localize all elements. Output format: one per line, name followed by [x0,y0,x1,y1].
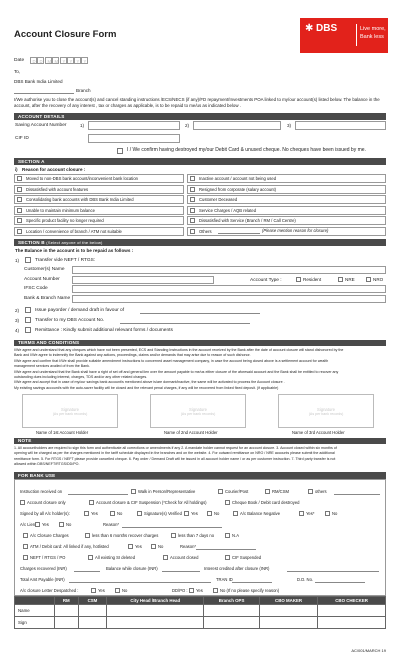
bank-use-checkbox[interactable] [137,511,142,516]
reason-checkbox[interactable] [190,208,195,213]
grid-cell[interactable] [107,617,204,629]
repay-option-label: Issue payorder / demand draft in favour of [35,308,125,313]
neft-rtgs-checkbox[interactable] [25,257,31,263]
terms-line: I/We agree and confirm that I/We shall provide suitable amendment instructions to concerned asset management company, in case the account being closed above is a settlement account for wealth [14,358,329,363]
branch-label: Branch [76,88,91,93]
date-box-y1[interactable]: Y [60,57,67,64]
bank-use-label: No (If no please specify reason) [220,588,280,593]
grid-cell[interactable] [107,605,204,617]
grid-header [15,597,55,605]
reason-text: Others [199,228,212,234]
bank-use-checkbox[interactable] [110,511,115,516]
bank-use-checkbox[interactable] [225,533,230,538]
date-box-d1[interactable]: D [30,57,37,64]
terms-line: I/We agree and understand that the Bank shall have a right of set off and general lien over the amount payable to me/us either closure of the aforesaid account and the Bank shall be entitled to recover any [14,369,339,374]
grid-cell[interactable] [55,617,79,629]
reason-text: Location / convenience of branch / ATM not suitable [26,228,122,234]
date-box-y4[interactable]: Y [81,57,88,64]
bank-use-checkbox[interactable] [89,500,94,505]
grid-cell[interactable] [204,617,260,629]
bank-use-label: Yes [196,588,203,593]
bank-use-label: A/c Lien [20,522,36,527]
bank-use-label: less than 7 days no [178,533,215,538]
note-line: allowed within DBS/NEFT/RTGS/DD/PO. [14,462,80,467]
bank-use-label: All existing SI deleted [95,555,136,560]
neft-field-input[interactable] [72,276,214,284]
tagline-1: Live more, [360,26,386,32]
opt1-number: 1) [15,258,20,263]
neft-field-input[interactable] [72,285,386,293]
bank-use-label: A/c Balance Negative [240,511,281,516]
account-holder-name: Name of 3rd Account Holder [292,430,345,435]
bank-use-label: No [158,544,164,549]
bank-use-label: N.A [232,533,239,538]
bank-use-checkbox[interactable] [163,555,168,560]
reason-checkbox[interactable] [17,218,22,223]
page-title: Account Closure Form [14,29,117,40]
repay-option-checkbox[interactable] [25,317,31,323]
reason-checkbox[interactable] [17,187,22,192]
grid-cell[interactable] [204,605,260,617]
note-line: 1. All accountholders are required to sign this form and authenticate all corrections or amendments if any 2. A mandate holder cannot request for an account closure. 3. Account closed within six months of [14,446,337,450]
confirm-text: I / We confirm having destroyed my/our Debit Card & unused cheque. No cheques have been issued by me. [127,147,366,153]
grid-cell[interactable] [259,605,317,617]
intro-text: I/We authorise you to close the account(s) and cancel standing instructions /ECS/NECS (if any)/FD repayment/Investments POA linked to my/our account(s) listed below. The balance in the account, after the recovery of any interest , tax or charges as applicable, is to be repaid to me/us as indicated below . [14,97,380,109]
bank-use-checkbox[interactable] [128,544,133,549]
reason-number: i) [15,167,18,172]
account-type-label: Account Type : [250,278,282,283]
bank-use-label: Yes* [306,511,315,516]
cif-id-field[interactable] [88,134,180,143]
bank-use-label: Interest credited after closure (INR) [204,566,270,571]
signature-placeholder: Signature [317,407,335,412]
grid-row-label: Name [15,605,55,617]
bank-use-checkbox[interactable] [35,522,40,527]
bank-use-checkbox[interactable] [131,489,136,494]
account-holder-name: Name of 1st Account Holder [36,430,89,435]
signature-box[interactable] [150,394,246,428]
bank-use-checkbox[interactable] [325,511,330,516]
bank-use-label: Yes [91,511,98,516]
bank-use-label: Walk in Person/Representative [138,489,196,494]
bank-use-label: less than 6 months recover charges [92,533,159,538]
bank-use-label: others [315,489,327,494]
account-details-bar: ACCOUNT DETAILS [14,113,386,120]
account-3-label: 3) [287,123,292,128]
brand-logo [300,18,388,53]
reason-text: Resigned from corporate (salary account) [199,186,277,192]
option-number: 4) [15,328,20,333]
bank-use-checkbox[interactable] [115,588,120,593]
reason-checkbox[interactable] [190,176,195,181]
signature-sub: (As per bank records) [180,412,216,416]
reason-text: Dissatisfied with account features [26,186,89,192]
bank-use-label: NEFT / RTGS / PO [30,555,66,560]
grid-cell[interactable] [78,617,107,629]
to-label: To, [14,69,21,74]
grid-cell[interactable] [259,617,317,629]
bank-use-label: DD/PO : [172,588,188,593]
signature-placeholder: Signature [61,407,79,412]
grid-cell[interactable] [55,605,79,617]
bank-use-label: No [332,511,338,516]
cif-label: CIF ID [15,136,29,141]
signature-box[interactable] [22,394,118,428]
bank-use-checkbox[interactable] [88,555,93,560]
bank-use-label: Reason* [103,522,120,527]
terms-line: My existing savings account/s with the auto-saver facility will be closed and the relevant penal charges, if any will be recovered from linked fixed deposit. (if applicable) [14,385,279,390]
bank-use-label: A/c Closure Charges [30,533,69,538]
dbs-star-icon: ✱ [305,23,314,34]
bank-use-label: Cheque Book / Debit card destroyed [232,500,300,505]
bank-use-label: Signature(s) Verified [144,511,182,516]
date-box-m2[interactable]: M [52,57,59,64]
bank-use-checkbox[interactable] [189,588,194,593]
account-type-label: NRO [373,277,384,282]
signature-box[interactable] [278,394,374,428]
account-1-label: 1) [80,123,85,128]
bank-use-label: Instruction received on [20,489,63,494]
neft-field-input[interactable] [72,295,386,303]
terms-line: I/We agree and understand that any cheques which have not been presented, ECS and Standing Instructions in the account received by the Bank after the date of account closure will stand dishonored by the [14,348,344,352]
reason-text: Customer Deceased [199,197,238,202]
terms-line: I/We agree and accept that in case of my/our savings bank account/s mentioned above is/are dormant/inactive, the same will be activated to process the Account closure . [14,380,285,385]
bank-use-input[interactable] [334,494,380,495]
bank-use-label: Yes [191,511,198,516]
grid-cell[interactable] [78,605,107,617]
bank-use-checkbox[interactable] [151,544,156,549]
section-b-bar: SECTION B (Select anyone of the below) [14,239,386,246]
bank-use-checkbox[interactable] [184,511,189,516]
bank-use-label: D.D. No. [297,577,314,582]
bank-use-input[interactable] [74,571,100,572]
neft-field-label: Account Number [24,276,60,282]
bank-use-label: No [66,522,72,527]
reason-text: Consolidating bank accounts with DBS Bank India Limited [26,197,134,202]
bank-use-label: RM/CSM [272,489,289,494]
date-box-y2[interactable]: Y [67,57,74,64]
reason-label: Reason for account closure : [22,167,86,172]
bank-use-label: No [214,511,220,516]
neft-field-label: Bank & Branch Name [24,295,71,301]
bank-use-input[interactable] [315,582,365,583]
bank-use-label: Yes [135,544,142,549]
bank-use-label: Charges recovered (INR) [20,566,67,571]
neft-field-input[interactable] [72,266,386,274]
bank-use-label: Yes [42,522,49,527]
bank-use-checkbox[interactable] [218,489,223,494]
bank-use-label: Account closure & CIF Suspension (*Check for All holdings) [96,500,207,505]
repay-lead: The Balance in the account is to be repaid as follows : [15,248,134,253]
date-box-m1[interactable]: M [45,57,52,64]
approval-grid [14,596,386,629]
option-number: 2) [15,308,20,313]
repay-option-checkbox[interactable] [25,327,31,333]
terms-line: management services availed of from the Bank. [14,364,90,369]
bank-use-checkbox[interactable] [207,511,212,516]
bank-use-input[interactable] [69,582,211,583]
bank-use-label: A/c closure Letter Despatched : [20,588,79,593]
bank-use-checkbox[interactable] [225,555,230,560]
reason-checkbox[interactable] [190,218,195,223]
grid-header: Branch OPS [204,597,260,605]
terms-line: Bank and I/We agree to indemnify the Bank against any actions, proceedings, claims and/or demands that may arise due to reason of such dishonor. [14,353,251,358]
terms-line: outstanding dues including interest, charges, TDS and/or any other related charges. [14,375,148,379]
account-number-1-field[interactable] [88,121,180,130]
bank-use-input[interactable] [122,527,222,528]
reason-checkbox[interactable] [17,229,22,234]
grid-header: CBO CHECKER [318,597,386,605]
account-type-label: Resident [303,277,322,282]
bank-use-checkbox[interactable] [265,489,270,494]
bank-use-label: Courier/Post [225,489,249,494]
grid-row [15,617,386,629]
repay-option-input[interactable] [140,313,260,314]
bank-use-input[interactable] [287,571,379,572]
bank-use-checkbox[interactable] [59,522,64,527]
bank-use-checkbox[interactable] [308,489,313,494]
form-code: AC/001/MARCH 19 [351,648,386,653]
bank-use-label: Reason* [180,544,197,549]
signature-sub: (As per bank records) [308,412,344,416]
reason-text: Unable to maintain minimum balance [26,207,95,213]
bank-use-checkbox[interactable] [23,544,28,549]
bank-use-label: Signed by all A/c holder(s): [20,511,70,516]
reason-checkbox[interactable] [17,208,22,213]
others-note: (Please mention reason for closure) [262,228,329,233]
grid-row [15,605,386,617]
bank-use-input[interactable] [196,549,256,550]
account-2-label: 2) [185,123,190,128]
grid-cell[interactable] [318,605,386,617]
bank-use-label: Balance while closure (INR) [106,566,158,571]
bank-use-input[interactable] [232,582,272,583]
note-bar: NOTE [14,438,386,444]
others-input[interactable] [218,233,260,234]
reason-text: Service Charges / AQB related [199,207,257,213]
bank-use-label: Yes [98,588,105,593]
reason-checkbox[interactable] [17,197,22,202]
bank-use-checkbox[interactable] [91,588,96,593]
branch-input[interactable] [14,93,74,94]
bank-use-label: Account closure only [27,500,66,505]
grid-cell[interactable] [318,617,386,629]
bank-use-label: No [117,511,123,516]
repay-option-checkbox[interactable] [25,307,31,313]
bank-use-input[interactable] [68,494,128,495]
reason-text: Inactive account / account not being used [199,176,277,181]
neft-rtgs-label: Transfer vide NEFT / RTGS: [35,258,96,263]
bank-use-checkbox[interactable] [213,588,218,593]
reason-text: Moved to non-DBS bank account/inconvenient bank location [26,176,138,181]
reason-text: Specific product facility no longer required [26,218,104,223]
reason-text: Dissatisfied with Service (Branch / RM / Call Centre) [199,218,296,223]
bank-use-label: Total Amt Payable (INR) [20,577,65,582]
bank-use-checkbox[interactable] [233,511,238,516]
date-label: Date [14,58,25,63]
section-a-bar: SECTION A [14,158,386,165]
reason-checkbox[interactable] [190,197,195,202]
confirm-destroyed-checkbox[interactable] [117,148,123,154]
bank-use-checkbox[interactable] [20,500,25,505]
bank-use-checkbox[interactable] [85,533,90,538]
neft-field-label: IFSC Code [24,286,48,291]
signature-sub: (As per bank records) [52,412,88,416]
bank-use-label: TRAN ID [216,577,233,582]
account-type-checkbox[interactable] [338,277,343,282]
bank-use-checkbox[interactable] [23,555,28,560]
account-type-label: NRE [345,277,355,282]
neft-field-label: Customer(s) Name [24,267,65,272]
reason-checkbox[interactable] [190,187,195,192]
bank-use-label: No [122,588,128,593]
bank-use-label: ATM / Debit card: All linked if any, hotlisted [30,544,109,549]
option-number: 3) [15,318,20,323]
bank-use-bar: FOR BANK USE [14,472,386,479]
repay-option-label: Remittance : Kindly submit additional relevant forms / documents [35,328,173,333]
bank-use-checkbox[interactable] [299,511,304,516]
bank-use-checkbox[interactable] [171,533,176,538]
bank-use-label: CIF Suspended [232,555,262,560]
note-line: remittance form. 5. For RTGS / NEFT please provide cancelled cheque. 6. Pay order / Demand Draft will be issued in all account holder name / or as per customer instruction. 7. Third party transfer is not [14,456,336,461]
account-number-3-field[interactable] [295,121,386,130]
reason-checkbox[interactable] [17,176,22,181]
bank-use-checkbox[interactable] [23,533,28,538]
date-box-y3[interactable]: Y [74,57,81,64]
grid-header: RM [55,597,79,605]
logo-text: DBS [316,23,338,34]
repay-option-input[interactable] [120,323,250,324]
note-line: opening will be charged as per the charges mentioned in the tariff schedule displayed in the branches and on the website. 4. For outward remittance on NRO / NRE accounts please submit the additional [14,451,335,456]
grid-header: CBO MAKER [259,597,317,605]
signature-placeholder: Signature [189,407,207,412]
grid-header: City Head /Branch Head [107,597,204,605]
account-number-2-field[interactable] [193,121,281,130]
grid-header: CSM [78,597,107,605]
date-box-d2[interactable]: D [37,57,44,64]
bank-use-checkbox[interactable] [225,500,230,505]
bank-use-input[interactable] [162,571,200,572]
grid-row-label: Sign [15,617,55,629]
bank-use-checkbox[interactable] [84,511,89,516]
tagline-2: Bank less [360,34,384,40]
account-type-checkbox[interactable] [296,277,301,282]
saving-account-label: Saving Account Number [15,123,67,128]
reason-checkbox[interactable] [190,229,195,234]
bank-name: DBS Bank India Limited [14,79,63,84]
account-holder-name: Name of 2nd Account Holder [164,430,218,435]
repay-option-label: Transfer to my DBS Account No. [35,318,105,323]
terms-bar: TERMS AND CONDITIONS [14,340,386,346]
bank-use-label: Account closed [170,555,199,560]
account-type-checkbox[interactable] [366,277,371,282]
